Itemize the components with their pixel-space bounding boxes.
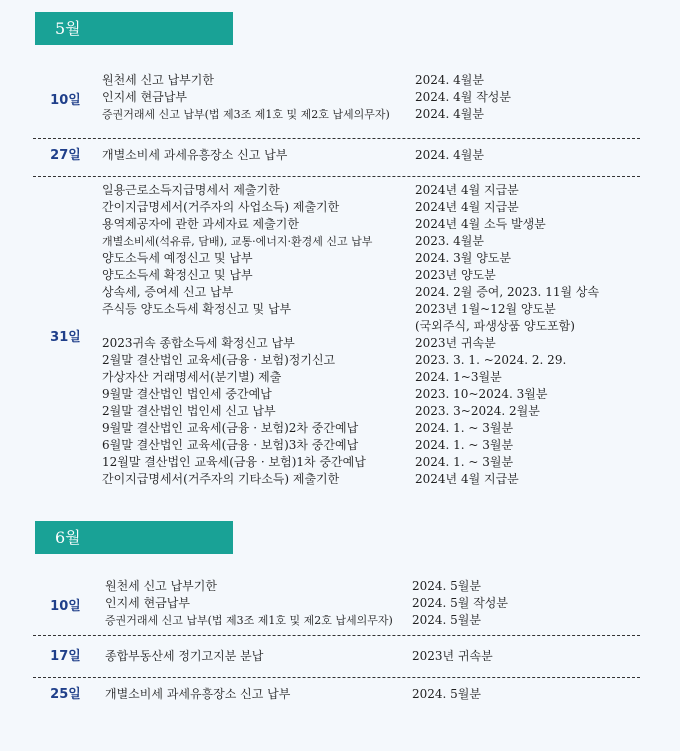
schedule-row xyxy=(33,284,640,301)
schedule-group-june-17 xyxy=(33,648,640,665)
schedule-row xyxy=(33,420,640,437)
task-text: 개별소비세 과세유흥장소 신고 납부 xyxy=(102,148,288,162)
schedule-row xyxy=(33,250,640,267)
task-text: 원천세 신고 납부기한 xyxy=(105,579,217,593)
schedule-row xyxy=(33,335,640,352)
row-divider xyxy=(33,138,640,139)
task-text: 가상자산 거래명세서(분기별) 제출 xyxy=(102,370,282,384)
month-header-may xyxy=(35,12,233,45)
day-label: 31일 xyxy=(50,330,81,345)
schedule-group-may-31 xyxy=(33,182,640,488)
task-text: 12월말 결산법인 교육세(금융 · 보험)1차 중간예납 xyxy=(102,455,366,469)
period-text: 2023. 3. 1. ~2024. 2. 29. xyxy=(415,353,567,367)
schedule-group-june-25 xyxy=(33,686,640,703)
month-header-label: 6월 xyxy=(55,528,81,547)
day-label: 10일 xyxy=(50,93,81,108)
day-label: 25일 xyxy=(50,687,81,702)
schedule-row xyxy=(33,386,640,403)
task-text: 6월말 결산법인 교육세(금융 · 보험)3차 중간예납 xyxy=(102,438,359,452)
month-header-june xyxy=(35,521,233,554)
period-text: 2024. 2월 증여, 2023. 11월 상속 xyxy=(415,285,600,299)
day-label: 10일 xyxy=(50,599,81,614)
schedule-row xyxy=(33,233,640,250)
row-divider xyxy=(33,176,640,177)
period-text: 2023년 귀속분 xyxy=(415,336,496,350)
task-text: 2월말 결산법인 법인세 신고 납부 xyxy=(102,404,276,418)
task-text: 용역제공자에 관한 과세자료 제출기한 xyxy=(102,217,299,231)
period-text: 2024. 4월 작성분 xyxy=(415,90,511,104)
period-text: (국외주식, 파생상품 양도포함) xyxy=(415,319,575,333)
row-divider xyxy=(33,635,640,636)
task-text: 양도소득세 확정신고 및 납부 xyxy=(102,268,253,282)
period-text: 2024. 5월 작성분 xyxy=(412,596,508,610)
period-text: 2024. 1. ~ 3월분 xyxy=(415,455,514,469)
task-text: 인지세 현금납부 xyxy=(102,90,187,104)
task-text: 종합부동산세 정기고지분 분납 xyxy=(105,649,264,663)
schedule-row xyxy=(33,437,640,454)
schedule-row xyxy=(33,318,640,335)
task-text: 개별소비세(석유류, 담배), 교통·에너지·환경세 신고 납부 xyxy=(102,235,373,248)
day-label: 27일 xyxy=(50,148,81,163)
schedule-row xyxy=(33,686,640,703)
schedule-row xyxy=(33,182,640,199)
schedule-group-may-10 xyxy=(33,72,640,123)
period-text: 2024. 3월 양도분 xyxy=(415,251,511,265)
task-text: 양도소득세 예정신고 및 납부 xyxy=(102,251,253,265)
schedule-row xyxy=(33,369,640,386)
task-text: 증권거래세 신고 납부(법 제3조 제1호 및 제2호 납세의무자) xyxy=(105,614,393,627)
schedule-row xyxy=(33,454,640,471)
period-text: 2024년 4월 지급분 xyxy=(415,472,519,486)
task-text: 간이지급명세서(거주자의 기타소득) 제출기한 xyxy=(102,472,340,486)
task-text: 인지세 현금납부 xyxy=(105,596,190,610)
day-label: 17일 xyxy=(50,649,81,664)
schedule-row xyxy=(33,612,640,629)
schedule-row xyxy=(33,352,640,369)
schedule-row xyxy=(33,72,640,89)
schedule-group-june-10 xyxy=(33,578,640,629)
period-text: 2023년 귀속분 xyxy=(412,649,493,663)
task-text: 개별소비세 과세유흥장소 신고 납부 xyxy=(105,687,291,701)
schedule-row xyxy=(33,267,640,284)
period-text: 2024년 4월 지급분 xyxy=(415,183,519,197)
period-text: 2023년 양도분 xyxy=(415,268,496,282)
schedule-row xyxy=(33,106,640,123)
period-text: 2024년 4월 지급분 xyxy=(415,200,519,214)
period-text: 2023. 10~2024. 3월분 xyxy=(415,387,548,401)
period-text: 2024. 4월분 xyxy=(415,73,484,87)
task-text: 9월말 결산법인 교육세(금융 · 보험)2차 중간예납 xyxy=(102,421,359,435)
row-divider xyxy=(33,677,640,678)
schedule-row xyxy=(33,199,640,216)
schedule-row xyxy=(33,216,640,233)
schedule-group-may-27 xyxy=(33,147,640,164)
period-text: 2023년 1월~12월 양도분 xyxy=(415,302,556,316)
task-text: 2023귀속 종합소득세 확정신고 납부 xyxy=(102,336,295,350)
period-text: 2024. 5월분 xyxy=(412,687,481,701)
task-text: 원천세 신고 납부기한 xyxy=(102,73,214,87)
schedule-row xyxy=(33,89,640,106)
task-text: 일용근로소득지급명세서 제출기한 xyxy=(102,183,280,197)
schedule-row xyxy=(33,648,640,665)
period-text: 2024년 4월 소득 발생분 xyxy=(415,217,546,231)
task-text: 9월말 결산법인 법인세 중간예납 xyxy=(102,387,272,401)
period-text: 2023. 4월분 xyxy=(415,234,484,248)
task-text: 상속세, 증여세 신고 납부 xyxy=(102,285,234,299)
period-text: 2024. 5월분 xyxy=(412,579,481,593)
schedule-row xyxy=(33,471,640,488)
period-text: 2024. 1. ~ 3월분 xyxy=(415,421,514,435)
schedule-row xyxy=(33,578,640,595)
period-text: 2024. 4월분 xyxy=(415,107,484,121)
period-text: 2024. 4월분 xyxy=(415,148,484,162)
task-text: 2월말 결산법인 교육세(금융 · 보험)정기신고 xyxy=(102,353,336,367)
period-text: 2024. 1~3월분 xyxy=(415,370,502,384)
period-text: 2024. 5월분 xyxy=(412,613,481,627)
task-text: 주식등 양도소득세 확정신고 및 납부 xyxy=(102,302,292,316)
month-header-label: 5월 xyxy=(55,19,81,38)
schedule-row xyxy=(33,301,640,318)
period-text: 2024. 1. ~ 3월분 xyxy=(415,438,514,452)
period-text: 2023. 3~2024. 2월분 xyxy=(415,404,540,418)
schedule-row xyxy=(33,147,640,164)
task-text: 증권거래세 신고 납부(법 제3조 제1호 및 제2호 납세의무자) xyxy=(102,108,390,121)
task-text: 간이지급명세서(거주자의 사업소득) 제출기한 xyxy=(102,200,340,214)
schedule-row xyxy=(33,403,640,420)
schedule-row xyxy=(33,595,640,612)
